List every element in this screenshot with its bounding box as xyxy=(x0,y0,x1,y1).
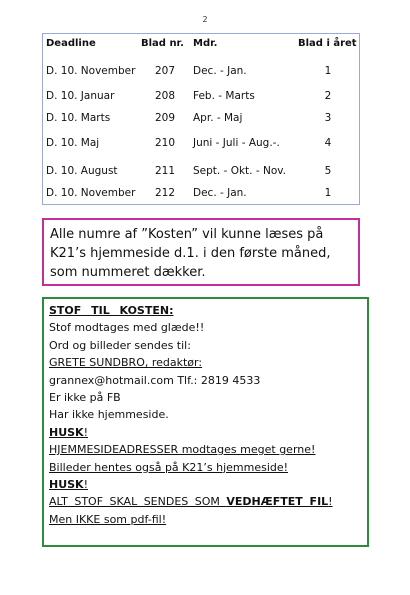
header-deadline: Deadline xyxy=(46,38,96,49)
cell-blad-i-aaret: 2 xyxy=(324,90,332,102)
no-pdf-note: Men IKKE som pdf-fil! xyxy=(49,512,167,526)
cell-blad-nr: 212 xyxy=(154,187,176,199)
cell-blad-nr: 211 xyxy=(154,165,176,177)
stof-welcome-text: Stof modtages med glæde!! xyxy=(49,321,205,335)
husk-exclamation: ! xyxy=(83,425,89,439)
cell-blad-nr: 210 xyxy=(154,137,176,149)
husk-label: HUSK xyxy=(49,425,84,439)
stof-til-kosten-box xyxy=(42,297,369,547)
cell-blad-i-aaret: 3 xyxy=(324,112,332,124)
attachment-end: ! xyxy=(328,495,333,509)
cell-blad-i-aaret: 5 xyxy=(324,165,332,177)
deadline-schedule-table xyxy=(42,33,360,205)
website-note: Har ikke hjemmeside. xyxy=(49,408,169,422)
images-note: Billeder hentes også på K21’s hjemmeside! xyxy=(49,460,289,474)
cell-mdr: Juni - Juli - Aug.-. xyxy=(193,137,280,149)
table-row xyxy=(43,137,359,151)
table-row xyxy=(43,90,359,104)
facebook-note: Er ikke på FB xyxy=(49,391,121,405)
cell-mdr: Dec. - Jan. xyxy=(193,187,247,199)
cell-blad-nr: 208 xyxy=(154,90,176,102)
table-row xyxy=(43,165,359,179)
table-row xyxy=(43,112,359,126)
attachment-instruction xyxy=(49,493,362,510)
table-header-row xyxy=(43,38,359,52)
attachment-emphasis: VEDHÆFTET FIL xyxy=(226,495,329,509)
cell-mdr: Sept. - Okt. - Nov. xyxy=(193,165,286,177)
table-row xyxy=(43,187,359,201)
cell-blad-nr: 209 xyxy=(154,112,176,124)
website-notice-text: Alle numre af ”Kosten” vil kunne læses på K21’s hjemmeside d.1. i den første måned, som nummeret dækker. xyxy=(50,227,331,280)
cell-deadline: D. 10. Maj xyxy=(46,137,100,149)
stof-send-to-text: Ord og billeder sendes til: xyxy=(49,338,191,352)
stof-heading: STOF TIL KOSTEN: xyxy=(49,304,174,317)
page-number: 2 xyxy=(202,15,208,24)
cell-blad-i-aaret: 1 xyxy=(324,65,332,77)
husk-exclamation: ! xyxy=(83,478,89,492)
cell-deadline: D. 10. Marts xyxy=(46,112,111,124)
header-blad-nr: Blad nr. xyxy=(141,38,184,49)
husk-line-1 xyxy=(49,424,362,441)
husk-line-2 xyxy=(49,476,362,493)
cell-deadline: D. 10. November xyxy=(46,65,136,77)
attachment-text: ALT STOF SKAL SENDES SOM xyxy=(49,495,227,509)
cell-mdr: Dec. - Jan. xyxy=(193,65,247,77)
website-notice-box xyxy=(42,218,360,286)
cell-deadline: D. 10. Januar xyxy=(46,90,115,102)
husk-label: HUSK xyxy=(49,478,84,492)
header-mdr: Mdr. xyxy=(193,38,218,49)
editor-name: GRETE SUNDBRO, redaktør: xyxy=(49,356,203,370)
cell-deadline: D. 10. August xyxy=(46,165,118,177)
cell-mdr: Feb. - Marts xyxy=(193,90,255,102)
cell-mdr: Apr. - Maj xyxy=(193,112,243,124)
addresses-request: HJEMMESIDEADRESSER modtages meget gerne! xyxy=(49,443,316,457)
cell-deadline: D. 10. November xyxy=(46,187,136,199)
header-blad-i-aaret: Blad i året xyxy=(298,38,357,49)
cell-blad-i-aaret: 1 xyxy=(324,187,332,199)
table-row xyxy=(43,65,359,79)
cell-blad-i-aaret: 4 xyxy=(324,137,332,149)
cell-blad-nr: 207 xyxy=(154,65,176,77)
editor-contact: grannex@hotmail.com Tlf.: 2819 4533 xyxy=(49,373,261,387)
